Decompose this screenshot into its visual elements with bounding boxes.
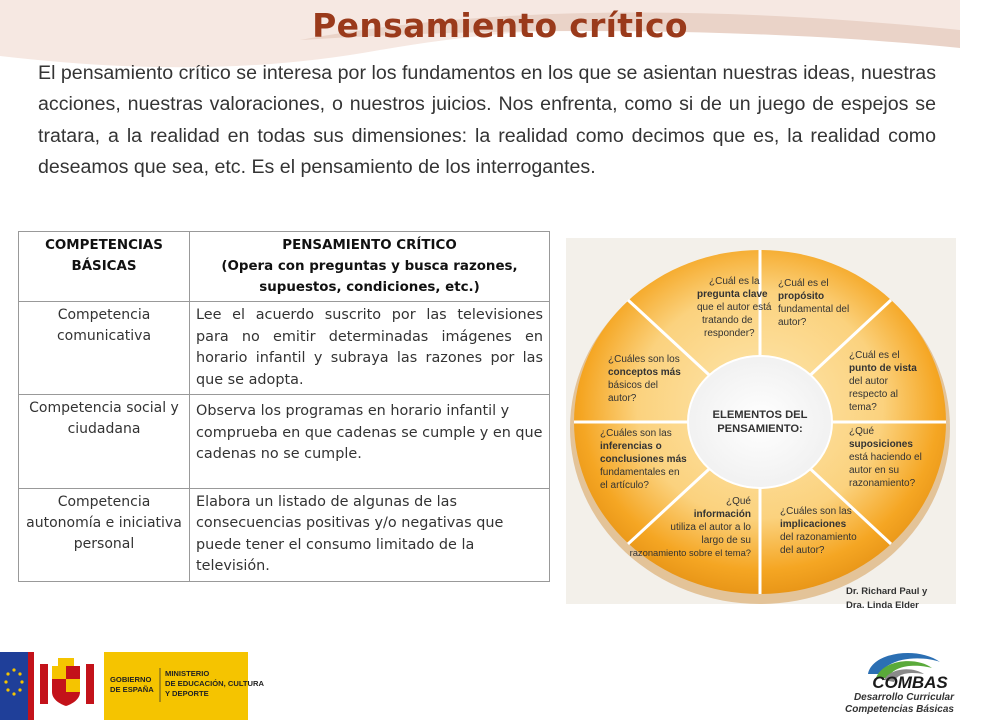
- svg-text:utiliza el autor a lo: utiliza el autor a lo: [670, 522, 751, 533]
- svg-text:¿Cuáles son las: ¿Cuáles son las: [600, 428, 672, 439]
- svg-text:¿Cuáles son los: ¿Cuáles son los: [608, 354, 680, 365]
- combas-line1: Desarrollo Curricular: [853, 692, 954, 703]
- header-col1-line1: COMPETENCIAS: [45, 238, 163, 253]
- wheel-credit: [846, 585, 927, 613]
- activity-cell: Elabora un listado de algunas de las consecuencias positivas y/o negativas que puede tener el consumo limitado de la televisión.: [190, 488, 550, 581]
- combas-logo: [832, 644, 958, 720]
- table-header-row: [19, 232, 550, 302]
- svg-text:del autor: del autor: [849, 376, 888, 387]
- svg-text:razonamiento?: razonamiento?: [849, 478, 916, 489]
- svg-text:pregunta clave: pregunta clave: [697, 289, 768, 300]
- svg-text:tratando de: tratando de: [702, 315, 753, 326]
- header-col1-line2: BÁSICAS: [71, 259, 137, 274]
- credit-line2: Dra. Linda Elder: [846, 600, 919, 611]
- svg-text:propósito: propósito: [778, 291, 825, 302]
- svg-text:autor?: autor?: [778, 317, 807, 328]
- min-line2: DE EDUCACIÓN, CULTURA: [165, 679, 264, 688]
- activity-cell: Observa los programas en horario infantil y comprueba en que cadenas se cumple y en que cadenas no se cumple.: [190, 395, 550, 489]
- svg-text:inferencias o: inferencias o: [600, 441, 662, 452]
- svg-text:¿Cuál es la: ¿Cuál es la: [709, 276, 760, 287]
- header-critical-thinking: [190, 232, 550, 302]
- svg-text:información: información: [693, 509, 751, 520]
- svg-text:¿Cuáles son las: ¿Cuáles son las: [780, 506, 852, 517]
- svg-text:¿Cuál es el: ¿Cuál es el: [849, 350, 900, 361]
- svg-text:¿Qué: ¿Qué: [725, 496, 751, 507]
- credit-line1: Dr. Richard Paul y: [846, 586, 928, 597]
- min-line3: Y DEPORTE: [165, 689, 209, 698]
- table-row: [19, 395, 550, 489]
- combas-name: COMBAS: [872, 673, 948, 692]
- wheel-center-line1: ELEMENTOS DEL: [712, 409, 808, 421]
- svg-text:respecto al: respecto al: [849, 389, 898, 400]
- svg-text:el artículo?: el artículo?: [600, 480, 649, 491]
- intro-paragraph: El pensamiento crítico se interesa por los fundamentos en los que se asientan nuestras ideas, nuestras acciones, nuestras valoraciones, o nuestros juicios. Nos enfrenta, como si de un juego de espejos se tratara, a la realidad en todas sus dimensiones: la realidad como decimos que es, la realidad como deseamos que sea, etc. Es el pensamiento de los interrogantes.: [38, 62, 936, 178]
- svg-text:básicos del: básicos del: [608, 380, 659, 391]
- gov-line2: DE ESPAÑA: [110, 685, 154, 694]
- header-col2-line1: PENSAMIENTO CRÍTICO: [282, 238, 457, 253]
- svg-text:largo de su: largo de su: [701, 535, 751, 546]
- svg-text:fundamentales en: fundamentales en: [600, 467, 680, 478]
- header-competencies: [19, 232, 190, 302]
- activity-cell: Lee el acuerdo suscrito por las televisiones para no emitir determinadas imágenes en horario infantil y subraya las razones por las que se adopta.: [190, 302, 550, 395]
- page-title: Pensamiento crítico: [312, 6, 688, 45]
- svg-text:conclusiones más: conclusiones más: [600, 454, 687, 465]
- svg-text:autor en su: autor en su: [849, 465, 900, 476]
- competence-cell: Competencia comunicativa: [19, 302, 190, 395]
- svg-text:está haciendo el: está haciendo el: [849, 452, 922, 463]
- header-col2-line2: (Opera con preguntas y busca razones, supuestos, condiciones, etc.): [221, 259, 518, 295]
- competencies-table: [18, 231, 550, 582]
- svg-text:¿Qué: ¿Qué: [849, 426, 875, 437]
- svg-text:del autor?: del autor?: [780, 545, 825, 556]
- svg-text:implicaciones: implicaciones: [780, 519, 847, 530]
- svg-text:suposiciones: suposiciones: [849, 439, 913, 450]
- svg-text:tema?: tema?: [849, 402, 877, 413]
- svg-text:conceptos más: conceptos más: [608, 367, 681, 378]
- svg-text:fundamental del: fundamental del: [778, 304, 850, 315]
- svg-text:que el autor está: que el autor está: [697, 302, 772, 313]
- gov-line1: GOBIERNO: [110, 675, 152, 684]
- min-line1: MINISTERIO: [165, 669, 210, 678]
- svg-text:punto de vista: punto de vista: [849, 363, 917, 374]
- svg-text:¿Cuál es el: ¿Cuál es el: [778, 278, 829, 289]
- wheel-center-line2: PENSAMIENTO:: [717, 423, 803, 435]
- table-row: [19, 488, 550, 581]
- svg-text:del razonamiento: del razonamiento: [780, 532, 857, 543]
- svg-text:responder?: responder?: [704, 328, 755, 339]
- competence-cell: Competencia autonomía e iniciativa personal: [19, 488, 190, 581]
- table-row: [19, 302, 550, 395]
- competence-cell: Competencia social y ciudadana: [19, 395, 190, 489]
- svg-text:razonamiento sobre el tema?: razonamiento sobre el tema?: [629, 547, 751, 558]
- combas-line2: Competencias Básicas: [845, 704, 954, 715]
- government-ministry-logo: [0, 652, 264, 720]
- svg-text:autor?: autor?: [608, 393, 637, 404]
- elements-of-thought-wheel: [566, 238, 956, 604]
